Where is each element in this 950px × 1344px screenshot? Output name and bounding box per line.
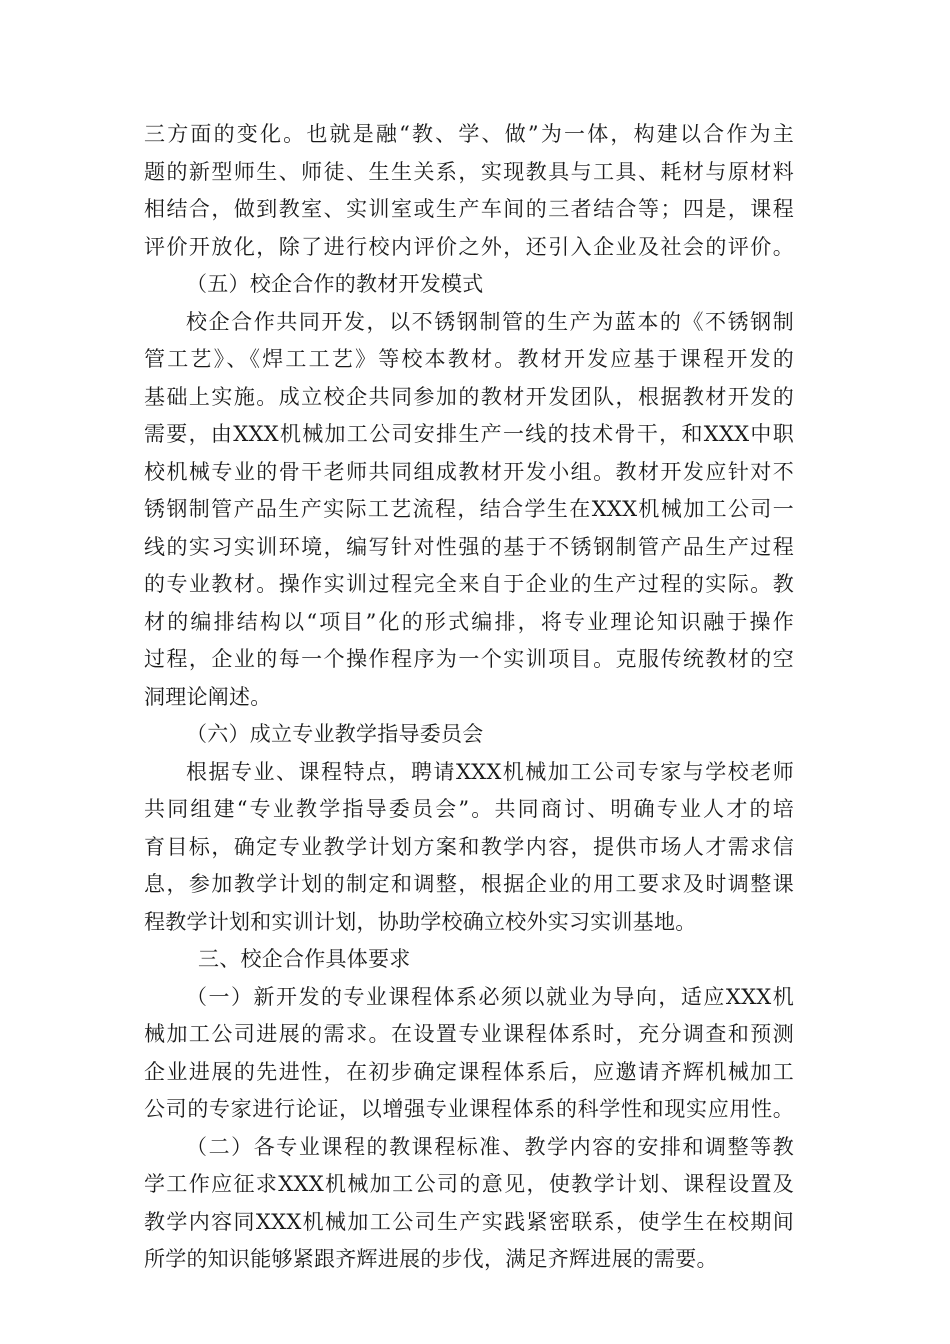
text-line: 过程，企业的每一个操作程序为一个实训项目。克服传统教材的空 — [144, 647, 794, 671]
text-line: 评价开放化，除了进行校内评价之外，还引入企业及社会的评价。 — [144, 234, 794, 259]
text-line: 三方面的变化。也就是融“教、学、做”为一体，构建以合作为主 — [144, 122, 794, 146]
text-line: 械加工公司进展的需求。在设置专业课程体系时，充分调查和预测 — [144, 1022, 794, 1046]
text-line: （五）校企合作的教材开发模式 — [186, 272, 484, 296]
text-line: 线的实习实训环境，编写针对性强的基于不锈钢制管产品生产过程 — [144, 534, 794, 559]
text-line: 洞理论阐述。 — [144, 684, 272, 709]
text-line: 共同组建“专业教学指导委员会”。共同商讨、明确专业人才的培 — [144, 797, 794, 821]
text-line: 程教学计划和实训计划，协助学校确立校外实习实训基地。 — [144, 909, 697, 934]
text-line: 材的编排结构以“项目”化的形式编排，将专业理论知识融于操作 — [144, 609, 794, 634]
text-line: 锈钢制管产品生产实际工艺流程，结合学生在XXX机械加工公司一 — [144, 497, 794, 521]
text-line: 校机械专业的骨干老师共同组成教材开发小组。教材开发应针对不 — [144, 459, 794, 484]
document-page — [144, 116, 794, 1279]
text-line: 三、校企合作具体要求 — [198, 947, 411, 971]
text-line: 公司的专家进行论证，以增强专业课程体系的科学性和现实应用性。 — [144, 1097, 794, 1121]
text-line: 相结合，做到教室、实训室或生产车间的三者结合等；四是，课程 — [144, 197, 794, 221]
text-line: 的专业教材。操作实训过程完全来自于企业的生产过程的实际。教 — [144, 572, 794, 596]
text-line: 育目标，确定专业教学计划方案和教学内容，提供市场人才需求信 — [144, 834, 794, 859]
text-line: （二）各专业课程的教课程标准、教学内容的安排和调整等教 — [186, 1134, 794, 1159]
text-line: 息，参加教学计划的制定和调整，根据企业的用工要求及时调整课 — [144, 872, 794, 896]
text-line: （六）成立专业教学指导委员会 — [186, 722, 484, 746]
text-line: 基础上实施。成立校企共同参加的教材开发团队，根据教材开发的 — [144, 384, 794, 409]
text-line: （一）新开发的专业课程体系必须以就业为导向，适应XXX机 — [186, 984, 794, 1009]
text-line: 校企合作共同开发，以不锈钢制管的生产为蓝本的《不锈钢制 — [186, 309, 794, 334]
text-line: 所学的知识能够紧跟齐辉进展的步伐，满足齐辉进展的需要。 — [144, 1247, 718, 1271]
text-line: 需要，由XXX机械加工公司安排生产一线的技术骨干，和XXX中职 — [144, 422, 794, 446]
text-line: 根据专业、课程特点，聘请XXX机械加工公司专家与学校老师 — [186, 759, 794, 784]
text-line: 题的新型师生、师徒、生生关系，实现教具与工具、耗材与原材料 — [144, 159, 794, 184]
text-line: 管工艺》、《焊工工艺》等校本教材。教材开发应基于课程开发的 — [144, 347, 794, 371]
text-line: 学工作应征求XXX机械加工公司的意见，使教学计划、课程设置及 — [144, 1172, 794, 1196]
text-line: 企业进展的先进性，在初步确定课程体系后，应邀请齐辉机械加工 — [144, 1059, 794, 1084]
text-line: 教学内容同XXX机械加工公司生产实践紧密联系，使学生在校期间 — [144, 1209, 794, 1234]
